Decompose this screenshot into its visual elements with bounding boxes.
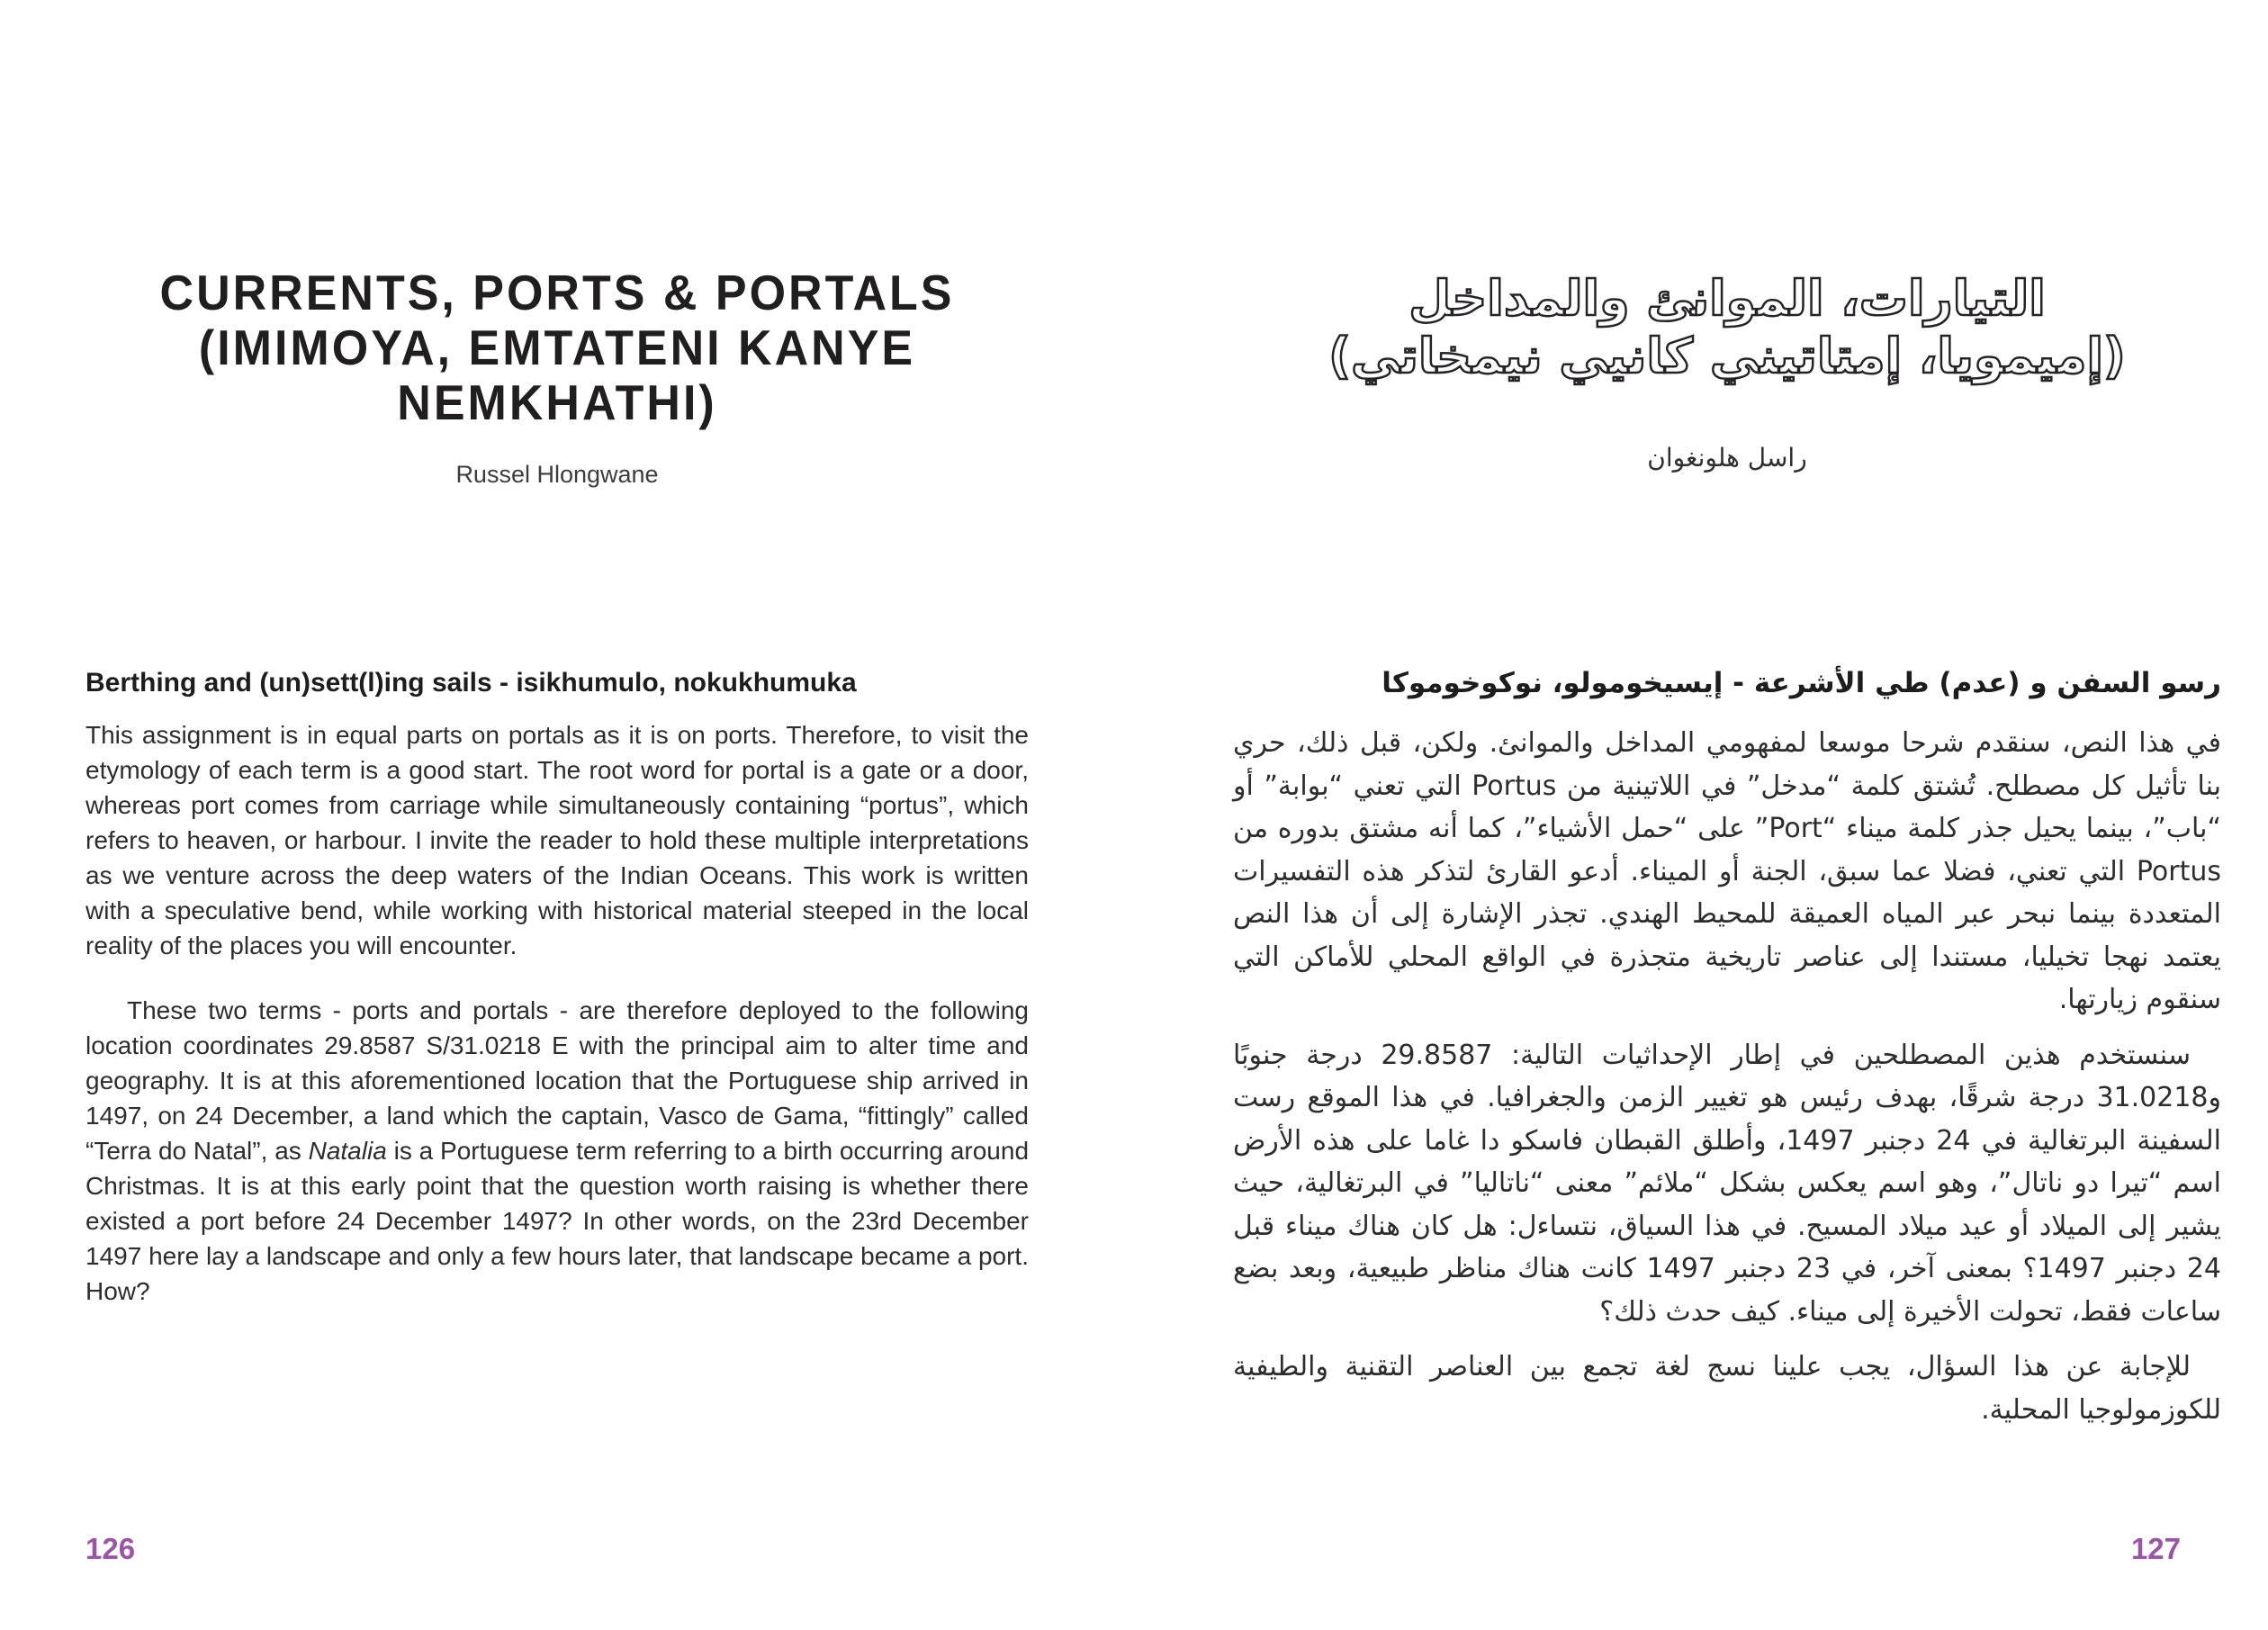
page-number-right: 127 bbox=[2130, 1532, 2181, 1565]
page-number-left: 126 bbox=[86, 1532, 136, 1565]
article-title-block-english bbox=[86, 0, 1029, 489]
paragraph-english-2 bbox=[86, 993, 1029, 1309]
paragraph-arabic-1: في هذا النص، سنقدم شرحا موسعا لمفهومي المداخل والموانئ. ولكن، قبل ذلك، حري بنا تأثيل كل مصطلح. تُشتق كلمة “مدخل” في اللاتينية من Portus التي تعني “بوابة” أو “باب”، بينما يحيل جذر كلمة ميناء “Port” على “حمل الأشياء”، كما أنه مشتق بدوره من Portus التي تعني، فضلا عما سبق، الجنة أو الميناء. أدعو القارئ لتذكر هذه التفسيرات المتعددة بينما نبحر عبر المياه العميقة للمحيط الهندي. تجذر الإشارة إلى أن هذا النص يعتمد نهجا تخيليا، مستندا إلى عناصر تاريخية متجذرة في الواقع المحلي للأماكن التي سنقوم زيارتها. bbox=[1233, 727, 2222, 1015]
article-title-english bbox=[86, 266, 1029, 431]
title-line-2: (إميمويا، إمتاتيني كانيي نيمخاتي) bbox=[1328, 328, 2126, 384]
article-body-arabic bbox=[1233, 666, 2221, 1431]
title-line-3: NEMKHATHI) bbox=[397, 375, 717, 431]
title-line-2: (IMIMOYA, EMTATENI KANYE bbox=[198, 320, 916, 376]
paragraph-arabic-2: سنستخدم هذين المصطلحين في إطار الإحداثيات التالية: 29.8587 درجة جنوبًا و31.0218 درجة شرقًا، بهدف رئيس هو تغيير الزمن والجغرافيا. في هذا الموقع رست السفينة البرتغالية في 24 دجنبر 1497، وأطلق القبطان فاسكو دا غاما على هذه الأرض اسم “تيرا دو ناتال”، وهو اسم يعكس بشكل “ملائم” معنى “ناتاليا” في البرتغالية، حيث يشير إلى الميلاد أو عيد ميلاد المسيح. في هذا السياق، نتساءل: هل كان هناك ميناء قبل 24 دجنبر 1497؟ بمعنى آخر، في 23 دجنبر 1497 كانت هناك مناظر طبيعية، وبعد بضع ساعات فقط، تحولت الأخيرة إلى ميناء. كيف حدث ذلك؟ bbox=[1233, 1039, 2221, 1328]
right-page-arabic bbox=[1233, 0, 2221, 1630]
paragraph-arabic-3: للإجابة عن هذا السؤال، يجب علينا نسج لغة تجمع بين العناصر التقنية والطيفية للكوزمولوجيا المحلية. bbox=[1233, 1351, 2221, 1426]
section-heading-arabic: رسو السفن و (عدم) طي الأشرعة - إيسيخومولو، نوكوخوموكا bbox=[1382, 667, 2221, 699]
title-line-1: CURRENTS, PORTS & PORTALS bbox=[159, 266, 955, 321]
section-heading-english: Berthing and (un)sett(l)ing sails - isikhumulo, nokukhumuka bbox=[86, 668, 857, 698]
paragraph-english-1: This assignment is in equal parts on portals as it is on ports. Therefore, to visit the etymology of each term is a good start. The root word for portal is a gate or a door, whereas port comes from carriage while simultaneously containing “portus”, which refers to heaven, or harbour. I invite the reader to hold these multiple interpretations as we venture across the deep waters of the Indian Oceans. This work is written with a speculative bend, while working with historical material steeped in the local reality of the places you will encounter. bbox=[86, 721, 1029, 959]
author-name-english: Russel Hlongwane bbox=[455, 461, 659, 488]
article-body-english bbox=[86, 666, 1029, 1309]
article-title-block-arabic bbox=[1233, 0, 2221, 473]
title-line-1: التيارات، الموانئ والمداخل bbox=[1408, 270, 2046, 327]
article-title-arabic bbox=[1233, 270, 2221, 385]
author-name-arabic: راسل هلونغوان bbox=[1647, 443, 1807, 473]
left-page-english bbox=[86, 0, 1029, 1630]
paragraph-text: is a Portuguese term referring to a birth occurring around Christmas. It is at this early point that the question worth raising is whether there existed a port before 24 December 1497? In other words, on the 23rd December 1497 here lay a landscape and only a few hours later, that landscape became a port. How? bbox=[86, 1137, 1030, 1305]
paragraph-text: These two terms - ports and portals - are therefore deployed to the following location coordinates 29.8587 S/31.0218 E with the principal aim to alter time and geography. It is at this aforementioned location that the Portuguese ship arrived in 1497, on 24 December, a land which the captain, Vasco de Gama, “fittingly” called “Terra do Natal”, as bbox=[86, 996, 1029, 1165]
italic-term: Natalia bbox=[308, 1137, 387, 1165]
